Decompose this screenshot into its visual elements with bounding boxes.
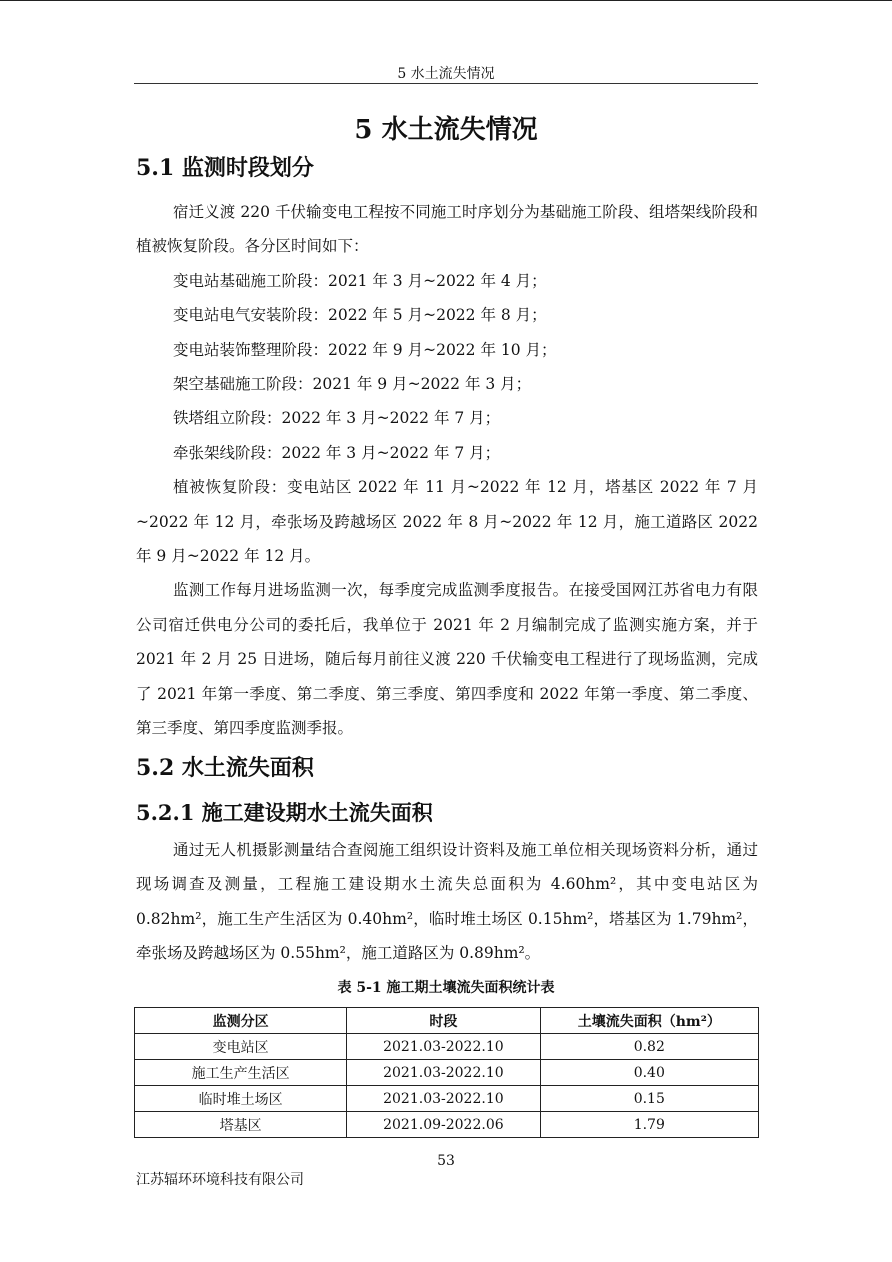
table-cell: 2021.03-2022.10	[347, 1034, 540, 1060]
chapter-title: 5 水土流失情况	[354, 115, 538, 145]
table-cell: 塔基区	[135, 1112, 347, 1138]
section-5-1-title: 5.1 监测时段划分	[136, 155, 314, 181]
paragraph: 牵张架线阶段：2022 年 3 月~2022 年 7 月；	[173, 443, 501, 462]
column-header: 时段	[347, 1008, 540, 1034]
paragraph: 变电站基础施工阶段：2021 年 3 月~2022 年 4 月；	[173, 271, 547, 290]
paragraph: 变电站装饰整理阶段：2022 年 9 月~2022 年 10 月；	[173, 340, 557, 359]
soil-loss-table	[134, 1007, 759, 1138]
table-cell: 变电站区	[135, 1034, 347, 1060]
page-number: 53	[437, 1153, 455, 1169]
table-header-row	[135, 1008, 759, 1034]
paragraph: 变电站电气安装阶段：2022 年 5 月~2022 年 8 月；	[173, 306, 547, 325]
table-cell: 0.15	[540, 1086, 758, 1112]
paragraph: 监测工作每月进场监测一次，每季度完成监测季度报告。在接受国网江苏省电力有限公司宿迁供电分公司的委托后，我单位于 2021 年 2 月编制完成了监测实施方案，并于 2021 年 2 月 25 日进场，随后每月前往义渡 220 千伏输变电工程进行了现场监测，完成了 2021 年第一季度、第二季度、第三季度、第四季度和 2022 年第一季度、第二季度、第三季度、第四季度监测季报。	[136, 581, 758, 738]
table-cell: 2021.09-2022.06	[347, 1112, 540, 1138]
column-header: 土壤流失面积（hm²）	[540, 1008, 758, 1034]
company-footer: 江苏辐环环境科技有限公司	[136, 1172, 304, 1188]
running-header: 5 水土流失情况	[397, 66, 495, 82]
table-cell: 0.82	[540, 1034, 758, 1060]
table-row	[135, 1060, 759, 1086]
section-5-1-body	[136, 195, 758, 746]
table-cell: 2021.03-2022.10	[347, 1060, 540, 1086]
table-cell: 施工生产生活区	[135, 1060, 347, 1086]
header-rule	[134, 83, 758, 84]
table-row	[135, 1034, 759, 1060]
paragraph: 宿迁义渡 220 千伏输变电工程按不同施工时序划分为基础施工阶段、组塔架线阶段和植被恢复阶段。各分区时间如下：	[136, 203, 758, 256]
table-row	[135, 1112, 759, 1138]
table-caption: 表 5-1 施工期土壤流失面积统计表	[337, 980, 555, 996]
table-row	[135, 1086, 759, 1112]
paragraph: 通过无人机摄影测量结合查阅施工组织设计资料及施工单位相关现场资料分析，通过现场调查及测量，工程施工建设期水土流失总面积为 4.60hm²，其中变电站区为 0.82hm²，施工生产生活区为 0.40hm²，临时堆土场区 0.15hm²，塔基区为 1.79hm²，牵张场及跨越场区为 0.55hm²，施工道路区为 0.89hm²。	[136, 841, 758, 963]
table-cell: 2021.03-2022.10	[347, 1086, 540, 1112]
section-5-2-1-title: 5.2.1 施工建设期水土流失面积	[136, 800, 433, 825]
section-5-2-title: 5.2 水土流失面积	[136, 755, 314, 781]
section-5-2-1-body	[136, 833, 758, 971]
table-cell: 1.79	[540, 1112, 758, 1138]
table-cell: 0.40	[540, 1060, 758, 1086]
table-cell: 临时堆土场区	[135, 1086, 347, 1112]
paragraph: 架空基础施工阶段：2021 年 9 月~2022 年 3 月；	[173, 375, 532, 394]
paragraph: 铁塔组立阶段：2022 年 3 月~2022 年 7 月；	[173, 409, 501, 428]
column-header: 监测分区	[135, 1008, 347, 1034]
paragraph: 植被恢复阶段：变电站区 2022 年 11 月~2022 年 12 月，塔基区 2022 年 7 月~2022 年 12 月，牵张场及跨越场区 2022 年 8 月~2022 年 12 月，施工道路区 2022 年 9 月~2022 年 12 月。	[136, 478, 758, 566]
